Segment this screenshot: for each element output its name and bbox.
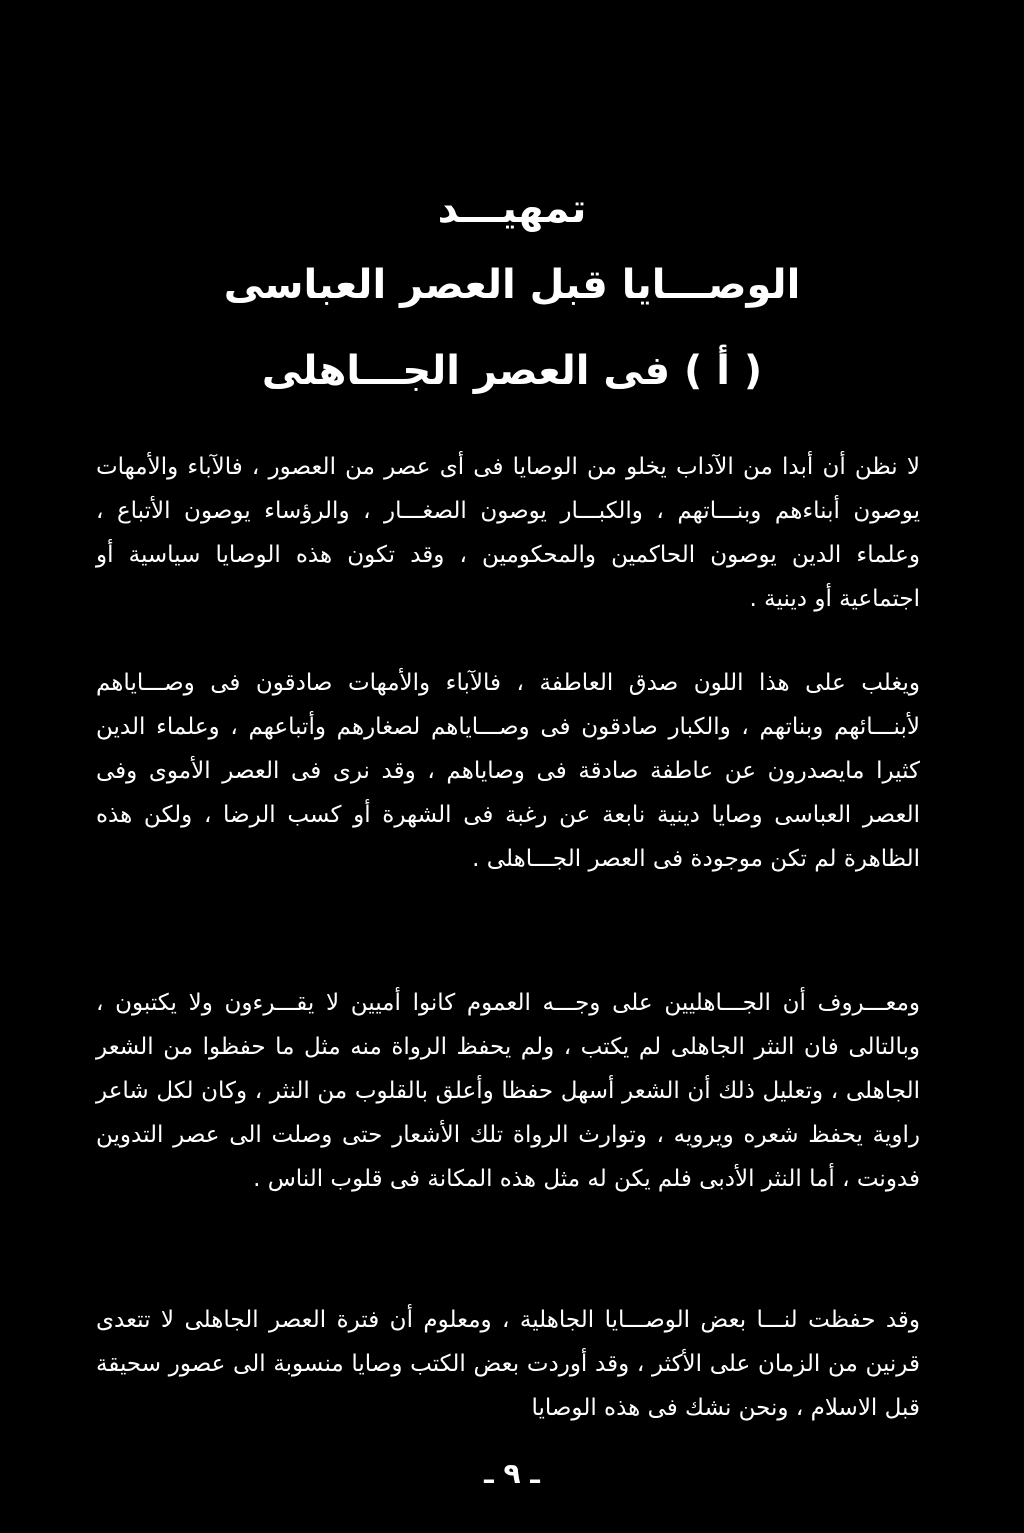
paragraph: لا نظن أن أبدا من الآداب يخلو من الوصايا فى أى عصر من العصور ، فالآباء والأمهات يوصون أبناءهم وبنـــاتهم ، والكبـــار يوصون الصغـــار ، والرؤساء يوصون الأتباع ، وعلماء الدين يوصون الحاكمين والمحكومين ، وقد تكون هذه الوصايا سياسية أو اجتماعية أو دينية . <box>96 454 920 612</box>
paragraph: وقد حفظت لنـــا بعض الوصـــايا الجاهلية ، ومعلوم أن فترة العصر الجاهلى لا تتعدى قرنين من الزمان على الأكثر ، وقد أوردت بعض الكتب وصايا منسوبة الى عصور سحيقة قبل الاسلام ، ونحن نشك فى هذه الوصايا <box>96 1307 920 1421</box>
page-number: ـ ٩ ـ <box>484 1457 540 1490</box>
paragraph: ويغلب على هذا اللون صدق العاطفة ، فالآباء والأمهات صادقون فى وصـــاياهم لأبنـــائهم وبناتهم ، والكبار صادقون فى وصـــاياهم لصغارهم وأتباعهم ، وعلماء الدين كثيرا مايصدرون عن عاطفة صادقة فى وصاياهم ، وقد نرى فى العصر الأموى وفى العصر العباسى وصايا دينية نابعة عن رغبة فى الشهرة أو كسب الرضا ، ولكن هذه الظاهرة لم تكن موجودة فى العصر الجـــاهلى . <box>96 670 920 872</box>
section-title: ( أ ) فى العصر الجـــاهلى <box>261 348 763 394</box>
paragraph: ومعـــروف أن الجـــاهليين على وجـــه العموم كانوا أميين لا يقـــرءون ولا يكتبون ، وبالتالى فان النثر الجاهلى لم يكتب ، ولم يحفظ الرواة منه مثل ما حفظوا من الشعر الجاهلى ، وتعليل ذلك أن الشعر أسهل حفظا وأعلق بالقلوب من النثر ، وكان لكل شاعر راوية يحفظ شعره ويرويه ، وتوارث الرواة تلك الأشعار حتى وصلت الى عصر التدوين فدونت ، أما النثر الأدبى فلم يكن له مثل هذه المكانة فى قلوب الناس . <box>96 990 920 1192</box>
intro-heading: تمهيـــد <box>437 186 587 232</box>
chapter-title: الوصـــايا قبل العصر العباسى <box>223 262 801 308</box>
